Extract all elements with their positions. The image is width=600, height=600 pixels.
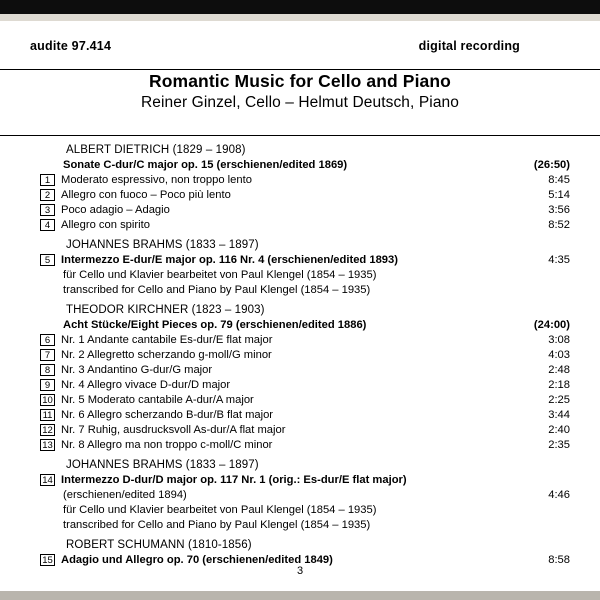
track-title: Intermezzo E-dur/E major op. 116 Nr. 4 (erschienen/edited 1893) — [61, 254, 398, 266]
track-title: Adagio und Allegro op. 70 (erschienen/edited 1849) — [61, 554, 333, 566]
track-number: 5 — [40, 254, 55, 266]
track-number: 9 — [40, 379, 55, 391]
page-number: 3 — [296, 565, 304, 577]
track-note-row — [40, 518, 570, 533]
work-duration: (26:50) — [533, 159, 570, 171]
booklet-content — [0, 21, 600, 591]
track-note: transcribed for Cello and Piano by Paul Klengel (1854 – 1935) — [63, 519, 371, 531]
booklet-header — [0, 39, 600, 53]
track-row — [40, 408, 570, 423]
track-note: für Cello und Klavier bearbeitet von Paul Klengel (1854 – 1935) — [63, 504, 377, 516]
track-row — [40, 363, 570, 378]
work-title: Acht Stücke/Eight Pieces op. 79 (erschienen/edited 1886) — [63, 319, 367, 331]
track-number: 10 — [40, 394, 55, 406]
track-duration: 5:14 — [548, 189, 570, 201]
track-note: (erschienen/edited 1894) — [63, 489, 187, 501]
recording-format: digital recording — [418, 39, 520, 53]
composer-heading: ALBERT DIETRICH (1829 – 1908) — [66, 144, 246, 156]
track-row — [40, 438, 570, 453]
track-title: Allegro con spirito — [61, 219, 150, 231]
track-number: 6 — [40, 334, 55, 346]
tracklist — [0, 144, 600, 568]
track-number: 3 — [40, 204, 55, 216]
track-title: Nr. 1 Andante cantabile Es-dur/E flat major — [61, 334, 273, 346]
track-duration: 2:35 — [548, 439, 570, 451]
track-duration: 2:40 — [548, 424, 570, 436]
composer-heading: JOHANNES BRAHMS (1833 – 1897) — [66, 459, 259, 471]
track-duration: 3:44 — [548, 409, 570, 421]
scan-top-border-light — [0, 14, 600, 21]
track-duration: 2:18 — [548, 379, 570, 391]
track-number: 2 — [40, 189, 55, 201]
composer-heading: THEODOR KIRCHNER (1823 – 1903) — [66, 304, 265, 316]
track-row — [40, 203, 570, 218]
track-title: Nr. 3 Andantino G-dur/G major — [61, 364, 213, 376]
track-note-row — [40, 488, 570, 503]
track-duration: 8:45 — [548, 174, 570, 186]
track-duration: 8:52 — [548, 219, 570, 231]
track-row — [40, 253, 570, 268]
track-row — [40, 218, 570, 233]
track-title: Nr. 2 Allegretto scherzando g-moll/G minor — [61, 349, 272, 361]
track-note-row — [40, 283, 570, 298]
track-duration: 2:25 — [548, 394, 570, 406]
composer-heading: ROBERT SCHUMANN (1810-1856) — [66, 539, 252, 551]
track-number: 4 — [40, 219, 55, 231]
track-row — [40, 333, 570, 348]
composer-heading: JOHANNES BRAHMS (1833 – 1897) — [66, 239, 259, 251]
track-note-duration: 4:46 — [548, 489, 570, 501]
track-duration: 3:56 — [548, 204, 570, 216]
track-note-row — [40, 503, 570, 518]
track-note: für Cello und Klavier bearbeitet von Paul Klengel (1854 – 1935) — [63, 269, 377, 281]
title-divider — [0, 135, 600, 136]
track-row — [40, 348, 570, 363]
track-title: Allegro con fuoco – Poco più lento — [61, 189, 231, 201]
track-title: Nr. 8 Allegro ma non troppo c-moll/C minor — [61, 439, 273, 451]
track-row — [40, 173, 570, 188]
track-number: 8 — [40, 364, 55, 376]
track-title: Nr. 7 Ruhig, ausdrucksvoll As-dur/A flat major — [61, 424, 286, 436]
work-title: Sonate C-dur/C major op. 15 (erschienen/edited 1869) — [63, 159, 348, 171]
track-row — [40, 188, 570, 203]
track-title: Nr. 5 Moderato cantabile A-dur/A major — [61, 394, 254, 406]
work-title-row — [40, 318, 570, 333]
album-title: Romantic Music for Cello and Piano — [149, 71, 451, 91]
header-divider — [0, 69, 600, 70]
track-title: Nr. 4 Allegro vivace D-dur/D major — [61, 379, 231, 391]
catalog-number: audite 97.414 — [30, 39, 112, 53]
track-number: 15 — [40, 554, 55, 566]
track-title: Intermezzo D-dur/D major op. 117 Nr. 1 (orig.: Es-dur/E flat major) — [61, 474, 407, 486]
track-note: transcribed for Cello and Piano by Paul Klengel (1854 – 1935) — [63, 284, 371, 296]
track-row — [40, 378, 570, 393]
track-number: 7 — [40, 349, 55, 361]
track-duration: 4:03 — [548, 349, 570, 361]
track-row — [40, 393, 570, 408]
performers: Reiner Ginzel, Cello – Helmut Deutsch, Piano — [141, 94, 459, 111]
track-duration: 4:35 — [548, 254, 570, 266]
work-title-row — [40, 158, 570, 173]
track-number: 11 — [40, 409, 55, 421]
track-duration: 2:48 — [548, 364, 570, 376]
track-title: Moderato espressivo, non troppo lento — [61, 174, 252, 186]
track-title: Poco adagio – Adagio — [61, 204, 170, 216]
track-note-row — [40, 268, 570, 283]
track-row — [40, 473, 570, 488]
track-number: 13 — [40, 439, 55, 451]
work-duration: (24:00) — [533, 319, 570, 331]
track-title: Nr. 6 Allegro scherzando B-dur/B flat major — [61, 409, 274, 421]
track-row — [40, 423, 570, 438]
scan-top-border — [0, 0, 600, 14]
track-number: 12 — [40, 424, 55, 436]
track-number: 14 — [40, 474, 55, 486]
scan-bottom-border — [0, 591, 600, 600]
title-block — [0, 71, 600, 112]
track-duration: 8:58 — [548, 554, 570, 566]
track-number: 1 — [40, 174, 55, 186]
track-duration: 3:08 — [548, 334, 570, 346]
